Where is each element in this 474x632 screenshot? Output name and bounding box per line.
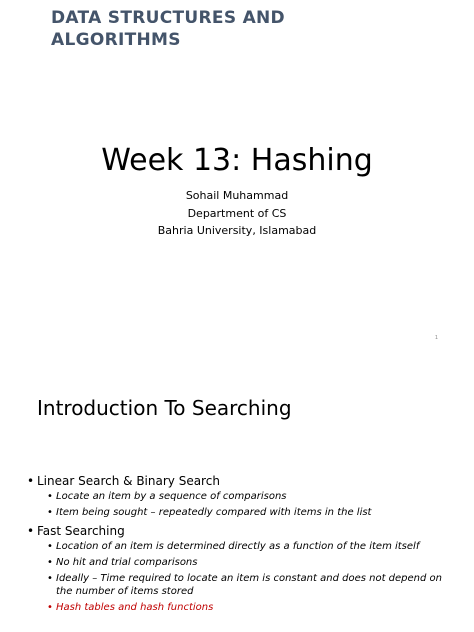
- sub-bullet-text: Locate an item by a sequence of comparisons: [56, 491, 287, 502]
- author-block: [0, 187, 474, 240]
- bullet-fast-searching: • Fast Searching: [27, 523, 447, 540]
- page-number: 1: [434, 335, 438, 341]
- slide-title: Week 13: Hashing: [101, 143, 373, 178]
- bullet-linear-binary-search: • Linear Search & Binary Search: [27, 473, 447, 490]
- bullet-dot: •: [47, 573, 53, 584]
- bullet-dot: •: [47, 541, 53, 552]
- course-title: [51, 7, 431, 51]
- slide-2-title: Introduction To Searching: [37, 396, 292, 420]
- sub-bullet-text: Location of an item is determined directly as a function of the item itself: [56, 541, 420, 552]
- bullet-dot: •: [47, 557, 53, 568]
- course-title-line-2: ALGORITHMS: [51, 30, 181, 50]
- course-title-line-1: DATA STRUCTURES AND: [51, 8, 285, 28]
- sub-bullet-text: Item being sought – repeatedly compared with items in the list: [56, 507, 372, 518]
- author-name: Sohail Muhammad: [185, 189, 289, 202]
- bullet-dot: •: [47, 601, 53, 613]
- bullet-dot: •: [47, 507, 53, 518]
- sub-bullet-text: No hit and trial comparisons: [56, 557, 198, 568]
- sub-bullet: [27, 557, 447, 570]
- sub-bullet: [27, 507, 447, 520]
- sub-bullet-highlight: [27, 602, 447, 615]
- department: Department of CS: [187, 206, 287, 220]
- sub-bullet: [27, 491, 447, 504]
- sub-bullet: [27, 573, 447, 598]
- slide-2: [0, 352, 474, 632]
- sub-bullet-text: Ideally – Time required to locate an item is constant and does not depend on the number of items stored: [56, 573, 442, 597]
- university: Bahria University, Islamabad: [157, 224, 317, 237]
- sub-bullet-text: Hash tables and hash functions: [56, 601, 214, 613]
- sub-bullet: [27, 541, 447, 554]
- bullet-list: [27, 473, 447, 618]
- bullet-dot: •: [47, 491, 53, 502]
